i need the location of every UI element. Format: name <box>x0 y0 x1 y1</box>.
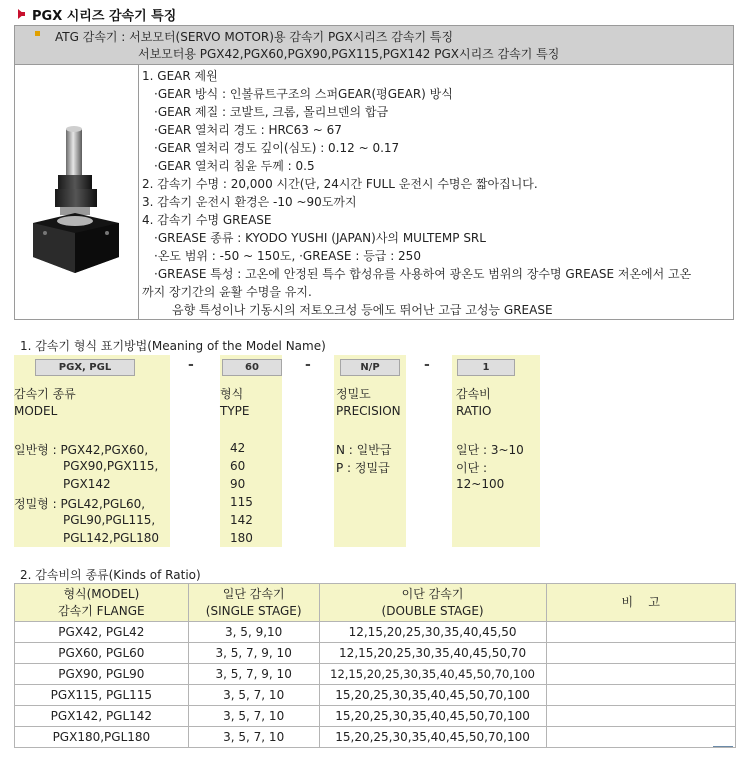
model-line: 정밀형 : PGL42,PGL60, <box>14 497 146 511</box>
spec-line: ·GREASE 특성 : 고온에 안정된 특수 합성유를 사용하여 광온도 범위의 장수명 GREASE 저온에서 고온 <box>154 267 692 281</box>
spec-line: 음향 특성이나 기동시의 저토오크성 등에도 뛰어난 고급 고성능 GREASE <box>172 303 553 317</box>
cell-remarks <box>546 622 735 643</box>
cell-double: 15,20,25,30,35,40,45,50,70,100 <box>319 727 546 748</box>
spec-line: ·온도 범위 : -50 ~ 150도, ·GREASE : 등급 : 250 <box>154 249 421 263</box>
ratio-section-title: 2. 감속비의 종류(Kinds of Ratio) <box>20 568 201 582</box>
ratio-line: 이단 : <box>456 461 488 475</box>
spec-line: 4. 감속기 수명 GREASE <box>142 213 272 227</box>
model-section-title: 1. 감속기 형식 표기방법(Meaning of the Model Name) <box>20 339 326 353</box>
cell-double: 12,15,20,25,30,35,40,45,50 <box>319 622 546 643</box>
cell-model: PGX180,PGL180 <box>15 727 189 748</box>
table-row <box>15 664 736 685</box>
cell-double: 12,15,20,25,30,35,40,45,50,70 <box>319 643 546 664</box>
ratio-line: 일단 : 3~10 <box>456 443 524 457</box>
spec-line: ·GREASE 종류 : KYODO YUSHI (JAPAN)사의 MULTEMP SRL <box>154 231 486 245</box>
cell-model: PGX115, PGL115 <box>15 685 189 706</box>
cell-double: 12,15,20,25,30,35,40,45,50,70,100 <box>319 664 546 685</box>
header-model: 형식(MODEL) 감속기 FLANGE <box>15 584 189 622</box>
gear-reducer-photo <box>15 65 138 319</box>
spec-line: ·GEAR 방식 : 인볼류트구조의 스퍼GEAR(평GEAR) 방식 <box>154 87 453 101</box>
type-value: 115 <box>230 495 253 509</box>
cell-remarks <box>546 664 735 685</box>
cell-single: 3, 5, 7, 9, 10 <box>188 664 319 685</box>
model-col-en: MODEL <box>14 404 58 418</box>
spec-line: 1. GEAR 제원 <box>142 69 218 83</box>
cell-model: PGX60, PGL60 <box>15 643 189 664</box>
header-remarks: 비 고 <box>546 584 735 622</box>
table-row <box>15 706 736 727</box>
cell-single: 3, 5, 7, 10 <box>188 706 319 727</box>
header-single-stage: 일단 감속기 (SINGLE STAGE) <box>188 584 319 622</box>
spec-line: 2. 감속기 수명 : 20,000 시간(단, 24시간 FULL 운전시 수명은 짧아집니다. <box>142 177 538 191</box>
ratio-code-tab: 1 <box>457 359 515 376</box>
cell-double: 15,20,25,30,35,40,45,50,70,100 <box>319 685 546 706</box>
ratio-col-en: RATIO <box>456 404 492 418</box>
cell-model: PGX42, PGL42 <box>15 622 189 643</box>
type-value: 180 <box>230 531 253 545</box>
table-row <box>15 622 736 643</box>
cell-model: PGX142, PGL142 <box>15 706 189 727</box>
spec-line: 3. 감속기 운전시 환경은 -10 ~90도까지 <box>142 195 357 209</box>
spec-line: ·GEAR 열처리 경도 : HRC63 ~ 67 <box>154 123 342 137</box>
model-line: 일반형 : PGX42,PGX60, <box>14 443 149 457</box>
spec-header <box>15 26 733 65</box>
table-row <box>15 643 736 664</box>
ratio-table <box>14 583 736 748</box>
ratio-col-kr: 감속비 <box>456 387 491 401</box>
type-value: 142 <box>230 513 253 527</box>
separator-dash: - <box>305 357 311 373</box>
precision-col-en: PRECISION <box>336 404 401 418</box>
model-line: PGL142,PGL180 <box>63 531 160 545</box>
cell-remarks <box>546 727 735 748</box>
gold-square-bullet-icon <box>35 31 40 36</box>
type-col-en: TYPE <box>220 404 250 418</box>
spec-line: ·GEAR 제질 : 코발트, 크롬, 몰리브덴의 합금 <box>154 105 389 119</box>
cell-single: 3, 5, 7, 9, 10 <box>188 643 319 664</box>
ratio-line: 12~100 <box>456 477 505 491</box>
spec-line: 까지 장기간의 윤활 수명을 유지. <box>142 285 312 299</box>
model-col-kr: 감속기 종류 <box>14 387 76 401</box>
header-double-stage: 이단 감속기 (DOUBLE STAGE) <box>319 584 546 622</box>
cell-single: 3, 5, 7, 10 <box>188 685 319 706</box>
intro-line-1: ATG 감속기 : 서보모터(SERVO MOTOR)용 감속기 PGX시리즈 감속기 특징 <box>55 30 454 44</box>
separator-dash: - <box>424 357 430 373</box>
footer-divider <box>713 746 733 747</box>
table-row <box>15 727 736 748</box>
cell-model: PGX90, PGL90 <box>15 664 189 685</box>
table-row <box>15 685 736 706</box>
model-code-tab: PGX, PGL <box>35 359 135 376</box>
product-image-cell <box>15 65 139 319</box>
spec-line: ·GEAR 열처리 경도 깊이(심도) : 0.12 ~ 0.17 <box>154 141 400 155</box>
spec-table <box>14 25 734 320</box>
model-line: PGX142 <box>63 477 111 491</box>
type-code-tab: 60 <box>222 359 282 376</box>
cell-single: 3, 5, 9,10 <box>188 622 319 643</box>
type-value: 60 <box>230 459 246 473</box>
precision-line: N : 일반급 <box>336 443 392 457</box>
page-title: PGX 시리즈 감속기 특징 <box>32 9 177 24</box>
separator-dash: - <box>188 357 194 373</box>
type-col-kr: 형식 <box>220 387 244 401</box>
model-line: PGL90,PGL115, <box>63 513 156 527</box>
precision-code-tab: N/P <box>340 359 400 376</box>
ratio-header-row <box>15 584 736 622</box>
type-value: 42 <box>230 441 246 455</box>
cell-single: 3, 5, 7, 10 <box>188 727 319 748</box>
intro-line-2: 서보모터용 PGX42,PGX60,PGX90,PGX115,PGX142 PGX시리즈 감속기 특징 <box>138 47 560 61</box>
spec-line: ·GEAR 열처리 침윤 두께 : 0.5 <box>154 159 315 173</box>
type-value: 90 <box>230 477 246 491</box>
cell-double: 15,20,25,30,35,40,45,50,70,100 <box>319 706 546 727</box>
cell-remarks <box>546 643 735 664</box>
precision-col-kr: 정밀도 <box>336 387 371 401</box>
cell-remarks <box>546 685 735 706</box>
cell-remarks <box>546 706 735 727</box>
precision-line: P : 정밀급 <box>336 461 390 475</box>
red-arrow-bullet-icon <box>18 9 24 19</box>
model-line: PGX90,PGX115, <box>63 459 159 473</box>
